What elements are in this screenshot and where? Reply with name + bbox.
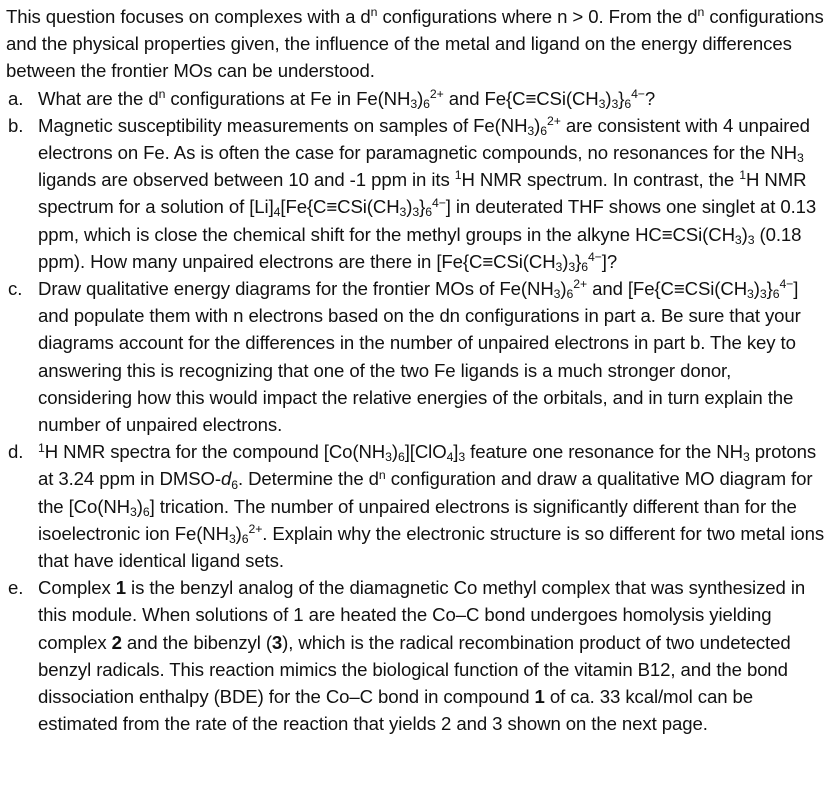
intro-paragraph: This question focuses on complexes with a $d^n$ configurations where n > 0. From the $d^n$ configurations and the physical properties given, the influence of the metal and ligand on the energy differences between the frontier MOs can be understood.: [6, 5, 824, 82]
question-part-a: a. What are the $d^n$ configurations at Fe in $Fe(NH_3)_6^{2+}$ and $Fe\{C\equiv CSi(CH_3)_3\}_6^{4-}$?: [6, 85, 828, 112]
question-part-c: c. Draw qualitative energy diagrams for the frontier MOs of $Fe(NH_3)_6^{2+}$ and $[Fe\{C\equiv CSi(CH_3)_3\}_6^{4-}]$ and populate them with n electrons based on the dn configurations in part a. Be sure that your diagrams account for the differences in the number of unpaired electrons in part b. The key to answering this is recognizing that one of the two Fe ligands is a much stronger donor, considering how this would impact the relative energies of the orbitals, and in turn explain the number of unpaired electrons.: [6, 275, 828, 438]
question-list: [6, 85, 828, 738]
part-marker: c.: [8, 278, 23, 300]
part-marker: d.: [8, 441, 24, 463]
part-marker: e.: [8, 577, 24, 599]
part-marker: a.: [8, 87, 24, 109]
question-part-d: d. $^1$H NMR spectra for the compound $[Co(NH_3)_6][ClO_4]_3$ feature one resonance for the $NH_3$ protons at 3.24 ppm in DMSO-$d_6$. Determine the $d^n$ configuration and draw a qualitative MO diagram for the $[Co(NH_3)_6]$ trication. The number of unpaired electrons is significantly different than for the isoelectronic ion $Fe(NH_3)_6^{2+}$. Explain why the electronic structure is so different for two metal ions that have identical ligand sets.: [6, 438, 828, 574]
part-marker: b.: [8, 114, 24, 136]
question-part-e: e. Complex 1 is the benzyl analog of the diamagnetic Co methyl complex that was synthesized in this module. When solutions of 1 are heated the Co–C bond undergoes homolysis yielding complex 2 and the bibenzyl (3), which is the radical recombination product of two undetected benzyl radicals. This reaction mimics the biological function of the vitamin B12, and the bond dissociation enthalpy (BDE) for the Co–C bond in compound 1 of ca. 33 kcal/mol can be estimated from the rate of the reaction that yields 2 and 3 shown on the next page.: [6, 574, 828, 737]
question-part-b: b. Magnetic susceptibility measurements on samples of $Fe(NH_3)_6^{2+}$ are consistent with 4 unpaired electrons on Fe. As is often the case for paramagnetic compounds, no resonances for the $NH_3$ ligands are observed between 10 and -1 ppm in its $^1$H NMR spectrum. In contrast, the $^1$H NMR spectrum for a solution of $[Li]_4[Fe\{C\equiv CSi(CH_3)_3\}_6^{4-}]$ in deuterated THF shows one singlet at 0.13 ppm, which is close the chemical shift for the methyl groups in the alkyne $HC\equiv CSi(CH_3)_3$ (0.18 ppm). How many unpaired electrons are there in $[Fe\{C\equiv CSi(CH_3)_3\}_6^{4-}]$?: [6, 112, 828, 275]
